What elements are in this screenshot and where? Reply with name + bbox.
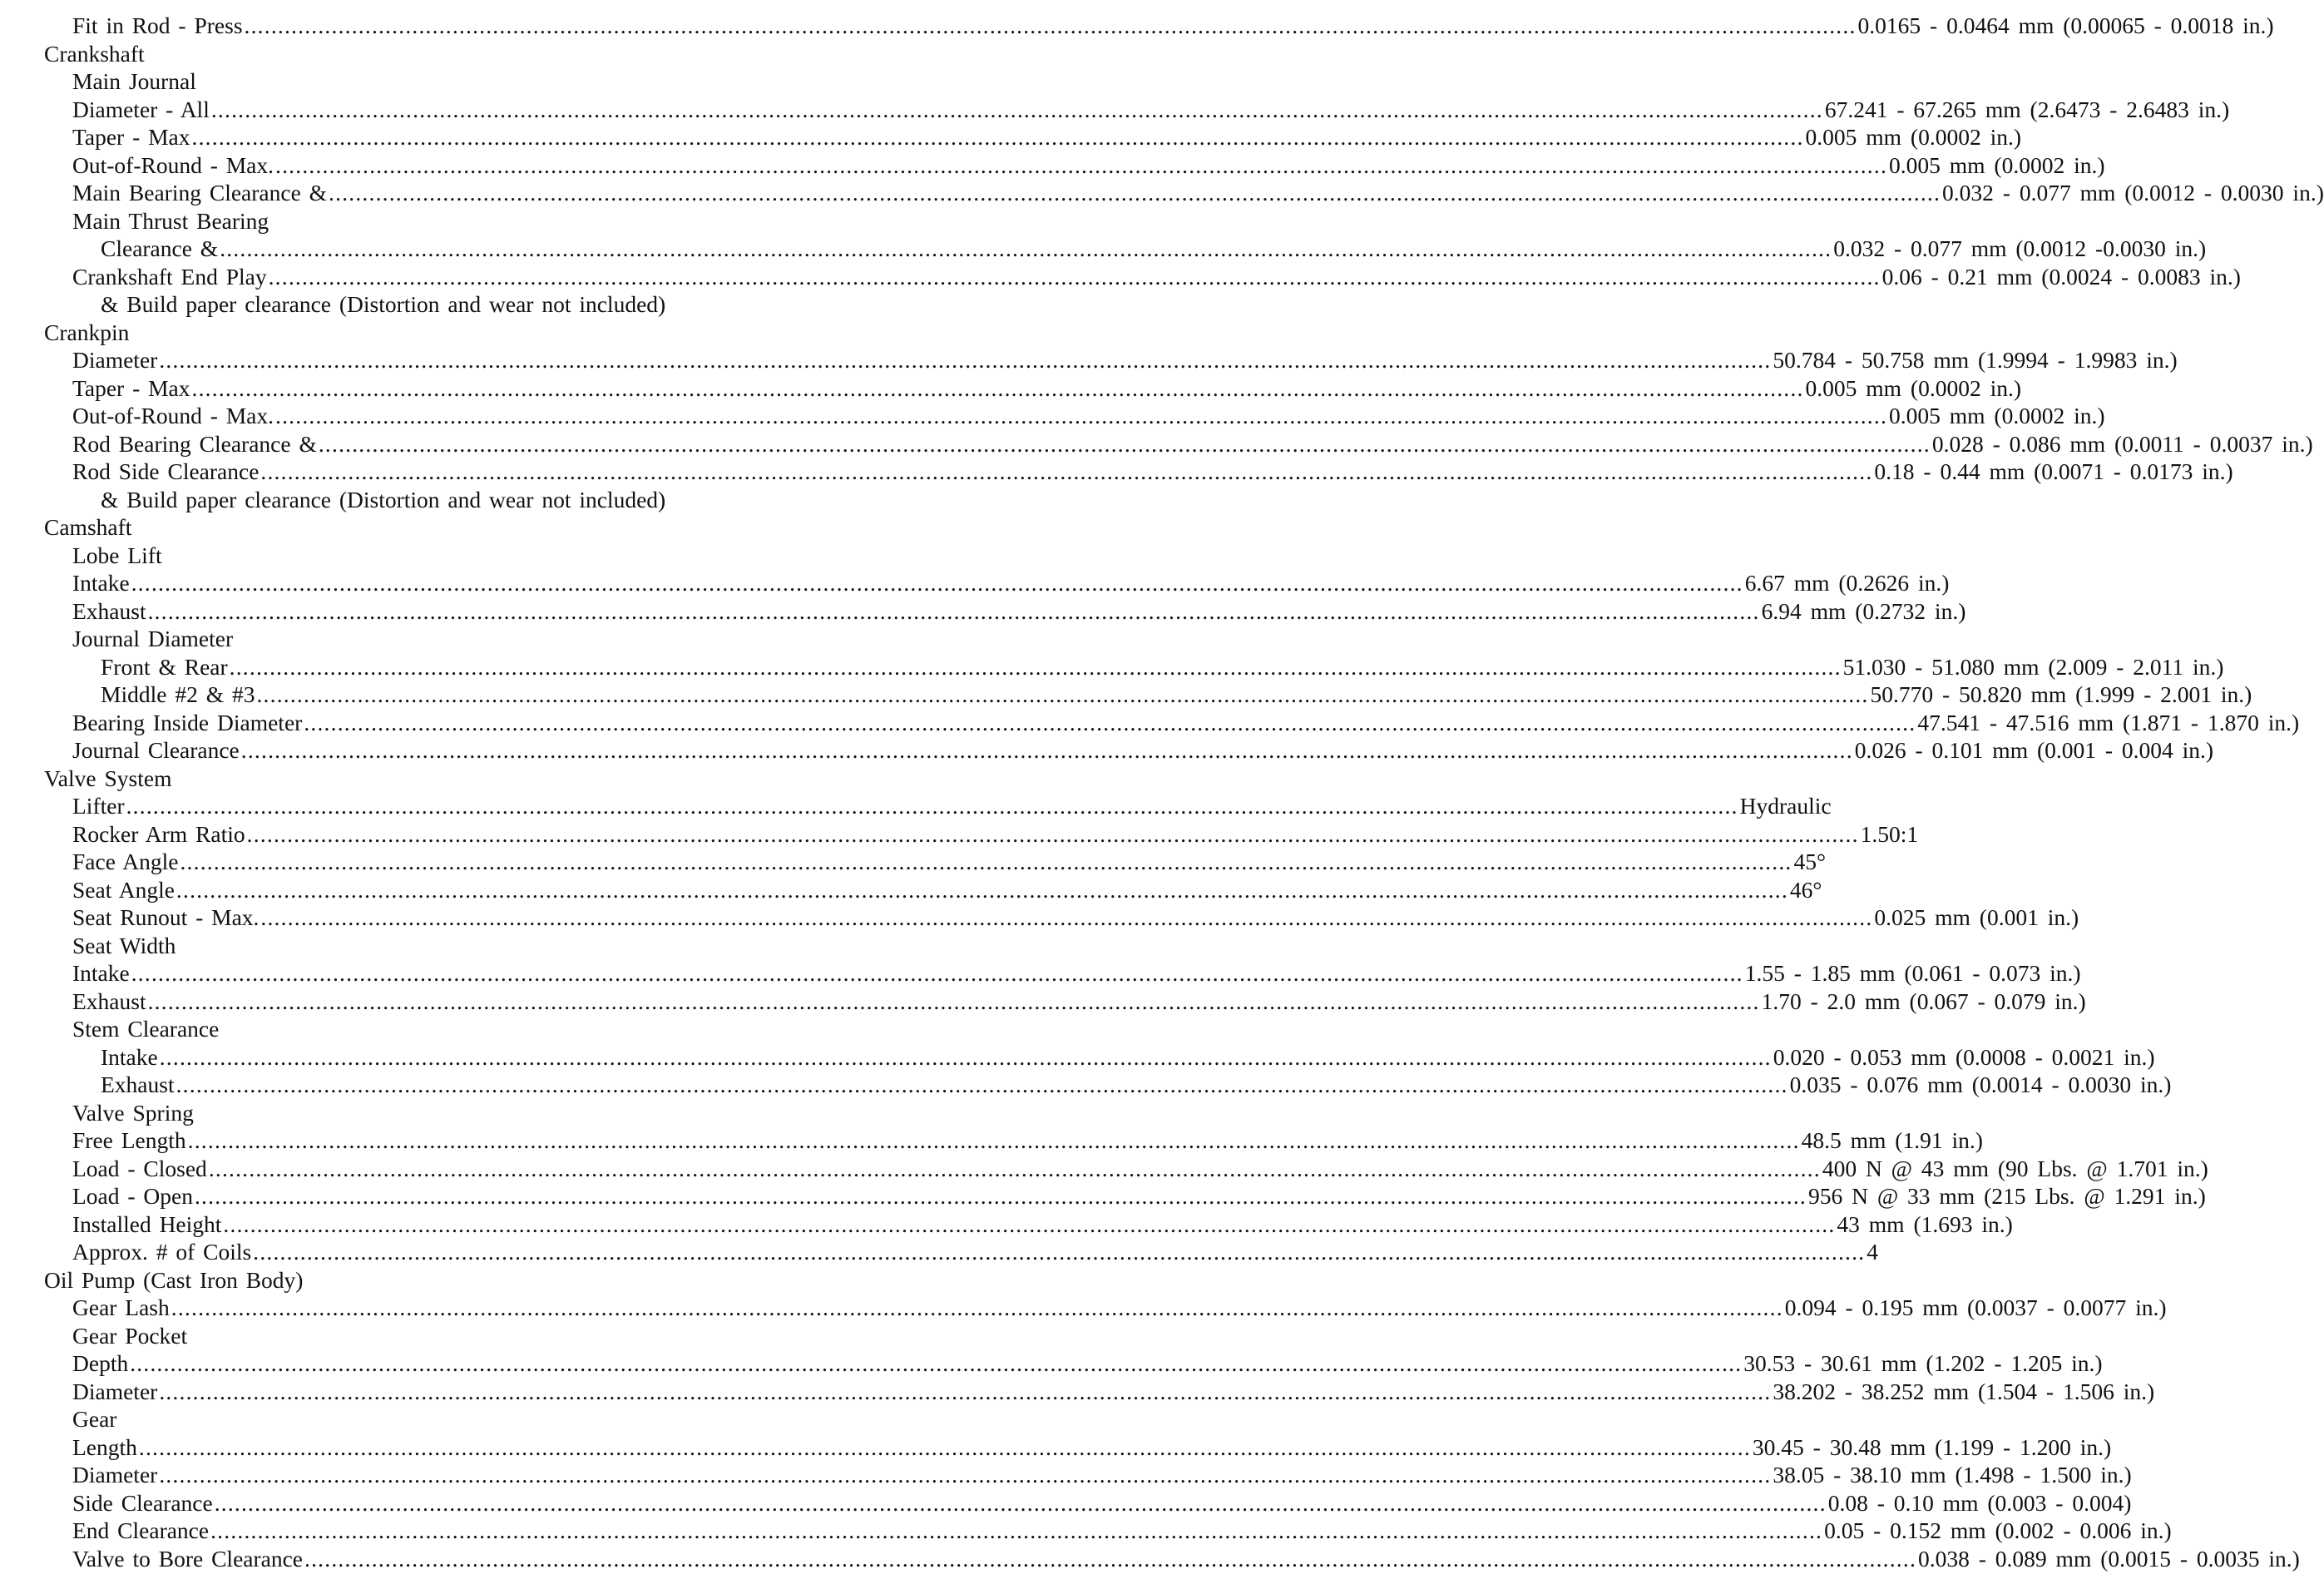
dot-leader [304,709,1916,737]
spec-row [0,123,2022,151]
spec-value: 6.94 mm (0.2732 in.) [1761,597,1966,624]
spec-subheading [0,1322,1328,1350]
spec-label: Gear [72,1406,117,1432]
spec-label: Intake [101,1043,158,1070]
spec-value: 400 N @ 43 mm (90 Lbs. @ 1.701 in.) [1822,1155,2208,1181]
spec-value: 67.241 - 67.265 mm (2.6473 - 2.6483 in.) [1824,96,2230,122]
spec-value: 0.06 - 0.21 mm (0.0024 - 0.0083 in.) [1881,263,2241,290]
dot-leader [171,1294,1783,1322]
dot-leader [159,346,1771,374]
spec-value: 0.05 - 0.152 mm (0.002 - 0.006 in.) [1824,1517,2172,1543]
dot-leader [195,1182,1807,1210]
spec-label: Taper - Max [72,124,190,150]
spec-label: & Build paper clearance (Distortion and wear not included) [101,486,666,512]
dot-leader [241,736,1853,765]
spec-label: Exhaust [72,597,146,624]
spec-label: Middle #2 & #3 [101,681,255,707]
dot-leader [188,1126,1800,1155]
spec-value: 0.032 - 0.077 mm (0.0012 - 0.0030 in.) [1942,180,2324,205]
spec-label: Journal Diameter [72,626,234,651]
dot-leader [230,653,1842,681]
spec-label: Diameter [72,347,158,373]
section-heading [0,40,1300,68]
spec-row [0,1545,2300,1573]
spec-label: Intake [72,960,130,986]
dot-leader [260,458,1872,486]
spec-row [0,263,2241,291]
spec-label: Front & Rear [101,653,228,680]
spec-value: 47.541 - 47.516 mm (1.871 - 1.870 in.) [1917,709,2300,735]
spec-label: Diameter - All [72,96,210,122]
spec-label: Crankshaft End Play [72,263,267,290]
spec-row [0,1126,1983,1155]
dot-leader [126,792,1738,820]
dot-leader [247,820,1859,849]
spec-row [0,12,2274,40]
spec-value: 0.032 - 0.077 mm (0.0012 -0.0030 in.) [1833,235,2207,261]
spec-row [0,903,2079,932]
spec-value: 0.094 - 0.195 mm (0.0037 - 0.0077 in.) [1784,1294,2167,1320]
spec-value: 0.18 - 0.44 mm (0.0071 - 0.0173 in.) [1874,458,2233,484]
spec-value: 1.55 - 1.85 mm (0.061 - 0.073 in.) [1744,960,2081,986]
dot-leader [148,597,1760,626]
dot-leader [260,903,1872,932]
spec-value: 1.50:1 [1860,820,1919,847]
spec-label: Length [72,1433,137,1460]
spec-label: & Build paper clearance (Distortion and wear not included) [101,291,666,317]
spec-label: Out-of-Round - Max. [72,151,274,178]
dot-leader [131,959,1743,988]
spec-label: Free Length [72,1127,186,1153]
spec-row [0,569,1950,597]
dot-leader [192,374,1804,403]
dot-leader [180,848,1792,876]
spec-value: 45° [1793,849,1826,874]
section-heading [0,765,1300,793]
spec-value: 48.5 mm (1.91 in.) [1801,1127,1983,1153]
spec-row [0,1043,2155,1072]
section-heading [0,513,1300,542]
spec-label: Depth [72,1350,129,1376]
dot-leader [253,1238,1865,1266]
spec-label: Crankpin [44,319,130,345]
dot-leader [275,151,1887,180]
spec-label: Exhaust [101,1072,175,1097]
spec-value: 4 [1867,1239,1878,1265]
spec-label: Stem Clearance [72,1016,220,1042]
spec-row [0,1294,2167,1322]
spec-subheading [0,290,1357,319]
spec-row [0,792,1832,820]
spec-subheading [0,1405,1328,1433]
spec-label: Installed Height [72,1210,222,1237]
spec-value: 0.020 - 0.053 mm (0.0008 - 0.0021 in.) [1773,1043,2155,1070]
spec-label: Diameter [72,1462,158,1488]
spec-label: Exhaust [72,988,146,1014]
spec-row [0,597,1966,626]
spec-value: 46° [1789,876,1822,903]
spec-row [0,346,2178,374]
spec-row [0,959,2081,988]
spec-row [0,1238,1878,1266]
spec-label: Rod Side Clearance [72,458,260,484]
spec-label: Load - Closed [72,1155,207,1181]
spec-label: Lifter [72,793,125,819]
spec-row [0,653,2224,681]
spec-row [0,1433,2112,1462]
spec-value: 38.05 - 38.10 mm (1.498 - 1.500 in.) [1773,1462,2132,1488]
spec-label: Oil Pump (Cast Iron Body) [44,1266,304,1293]
spec-label: Rod Bearing Clearance & [72,430,317,457]
spec-label: Face Angle [72,849,179,874]
spec-value: 0.035 - 0.076 mm (0.0014 - 0.0030 in.) [1789,1072,2172,1097]
dot-leader [159,1461,1771,1489]
spec-value: 1.70 - 2.0 mm (0.067 - 0.079 in.) [1761,988,2086,1014]
spec-row [0,430,2313,458]
dot-leader [209,1155,1821,1183]
dot-leader [220,235,1832,263]
spec-row [0,1071,2172,1099]
dot-leader [131,569,1743,597]
spec-label: Fit in Rod - Press [72,12,243,38]
spec-subheading [0,542,1328,570]
dot-leader [319,430,1931,458]
spec-label: Load - Open [72,1183,193,1209]
spec-subheading [0,207,1328,235]
spec-value: 0.08 - 0.10 mm (0.003 - 0.004) [1827,1489,2132,1516]
spec-row [0,1489,2132,1517]
spec-label: Seat Width [72,932,176,958]
spec-label: Valve to Bore Clearance [72,1545,304,1572]
dot-leader [159,1378,1771,1406]
spec-label: Lobe Lift [72,542,162,568]
spec-value: 956 N @ 33 mm (215 Lbs. @ 1.291 in.) [1807,1183,2206,1209]
spec-label: Main Bearing Clearance & [72,180,328,205]
dot-leader [275,402,1887,430]
dot-leader [304,1545,1916,1573]
spec-row [0,1155,2208,1183]
dot-leader [130,1349,1742,1378]
spec-value: 50.784 - 50.758 mm (1.9994 - 1.9983 in.) [1773,347,2178,373]
spec-subheading [0,1099,1328,1127]
spec-value: 51.030 - 51.080 mm (2.009 - 2.011 in.) [1842,653,2224,680]
spec-label: End Clearance [72,1517,210,1543]
spec-value: 0.0165 - 0.0464 mm (0.00065 - 0.0018 in.) [1857,12,2274,38]
spec-row [0,709,2300,737]
spec-row [0,96,2230,124]
spec-value: 30.45 - 30.48 mm (1.199 - 1.200 in.) [1752,1433,2112,1460]
spec-value: Hydraulic [1739,793,1832,819]
spec-label: Side Clearance [72,1489,213,1516]
spec-label: Diameter [72,1378,158,1404]
spec-label: Crankshaft [44,40,145,67]
spec-row [0,681,2252,709]
spec-row [0,876,1822,904]
spec-value: 0.028 - 0.086 mm (0.0011 - 0.0037 in.) [1931,430,2313,457]
spec-label: Intake [72,570,130,596]
spec-row [0,848,1826,876]
spec-row [0,1461,2132,1489]
spec-page [0,12,2324,1572]
dot-leader [139,1433,1751,1462]
dot-leader [329,179,1941,207]
spec-value: 0.005 mm (0.0002 in.) [1805,374,2022,401]
spec-label: Bearing Inside Diameter [72,709,303,735]
spec-label: Camshaft [44,514,132,540]
spec-label: Out-of-Round - Max. [72,403,274,428]
dot-leader [210,1517,1822,1545]
spec-row [0,988,2086,1016]
spec-value: 0.005 mm (0.0002 in.) [1889,403,2105,428]
spec-label: Seat Angle [72,876,175,903]
spec-label: Valve Spring [72,1099,194,1126]
dot-leader [256,681,1868,709]
spec-row [0,820,1919,849]
spec-row [0,1517,2172,1545]
section-heading [0,1266,1300,1294]
spec-value: 38.202 - 38.252 mm (1.504 - 1.506 in.) [1773,1378,2155,1404]
dot-leader [211,96,1823,124]
spec-value: 0.038 - 0.089 mm (0.0015 - 0.0035 in.) [1918,1545,2300,1572]
spec-value: 50.770 - 50.820 mm (1.999 - 2.001 in.) [1870,681,2252,707]
spec-row [0,1378,2155,1406]
spec-label: Main Journal [72,68,196,94]
dot-leader [269,263,1881,291]
spec-value: 0.005 mm (0.0002 in.) [1805,124,2022,150]
spec-row [0,1182,2206,1210]
dot-leader [148,988,1760,1016]
dot-leader [215,1489,1827,1517]
spec-label: Seat Runout - Max. [72,904,260,930]
spec-value: 30.53 - 30.61 mm (1.202 - 1.205 in.) [1743,1350,2103,1376]
spec-value: 0.026 - 0.101 mm (0.001 - 0.004 in.) [1854,737,2214,763]
spec-label: Approx. # of Coils [72,1239,252,1265]
spec-value: 6.67 mm (0.2626 in.) [1744,570,1950,596]
dot-leader [176,1071,1788,1099]
spec-row [0,151,2105,180]
dot-leader [245,12,1857,40]
spec-row [0,458,2233,486]
spec-value: 43 mm (1.693 in.) [1837,1210,2013,1237]
spec-label: Gear Lash [72,1294,170,1320]
spec-label: Valve System [44,765,172,791]
spec-value: 0.025 mm (0.001 in.) [1874,904,2079,930]
dot-leader [176,876,1788,904]
spec-label: Journal Clearance [72,737,240,763]
spec-value: 0.005 mm (0.0002 in.) [1889,151,2105,178]
dot-leader [160,1043,1772,1072]
spec-subheading [0,1015,1328,1043]
spec-label: Main Thrust Bearing [72,207,269,234]
spec-row [0,179,2324,207]
dot-leader [192,123,1804,151]
spec-row [0,235,2207,263]
spec-label: Rocker Arm Ratio [72,820,245,847]
spec-subheading [0,625,1328,653]
dot-leader [223,1210,1835,1239]
spec-subheading [0,486,1357,514]
spec-row [0,402,2105,430]
spec-subheading [0,67,1328,96]
spec-row [0,1349,2103,1378]
spec-label: Clearance & [101,235,219,261]
spec-subheading [0,932,1328,960]
spec-label: Taper - Max [72,374,190,401]
spec-row [0,1210,2013,1239]
spec-row [0,736,2214,765]
spec-label: Gear Pocket [72,1322,188,1349]
section-heading [0,319,1300,347]
spec-row [0,374,2022,403]
